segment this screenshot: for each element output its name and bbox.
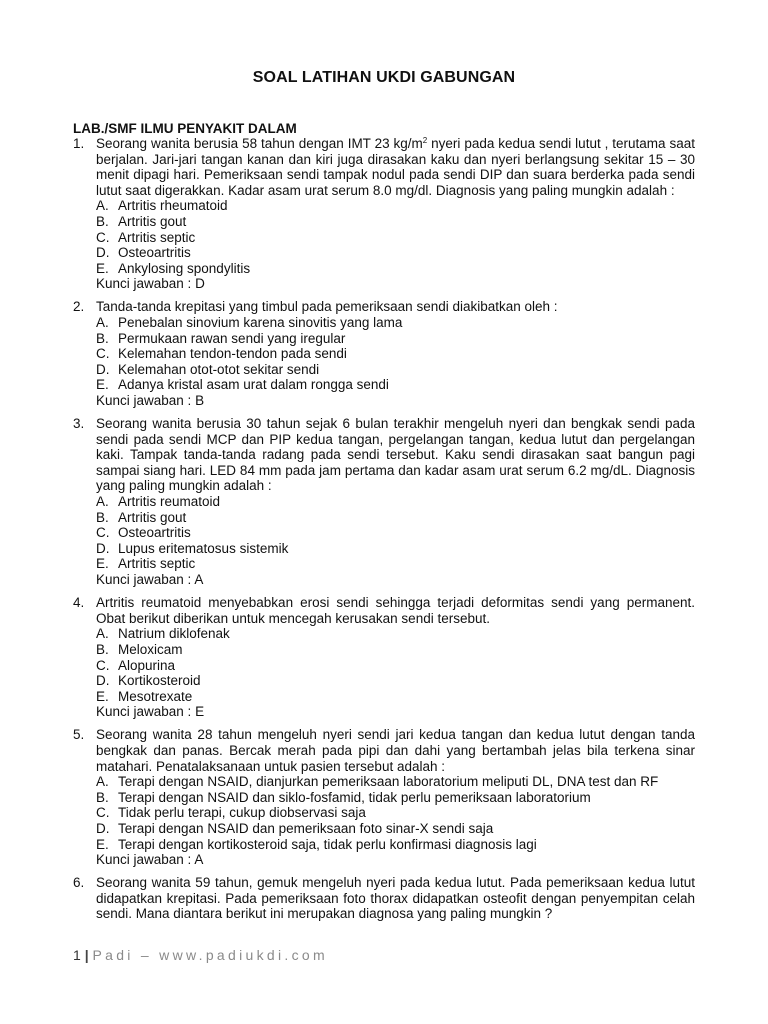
option-b: B. Terapi dengan NSAID dan siklo-fosfamid, tidak perlu pemeriksaan laboratorium bbox=[96, 789, 591, 805]
option-a: A. Artritis reumatoid bbox=[96, 494, 221, 510]
answer-key: Kunci jawaban : B bbox=[96, 393, 205, 408]
question-number: 6. bbox=[73, 875, 85, 891]
option-d: D. Terapi dengan NSAID dan pemeriksaan foto sinar-X sendi saja bbox=[96, 820, 494, 836]
page-number: 1 bbox=[73, 947, 81, 963]
option-a: A. Terapi dengan NSAID, dianjurkan pemeriksaan laboratorium meliputi DL, DNA test dan RF bbox=[96, 774, 659, 790]
option-a: A. Penebalan sinovium karena sinovitis yang lama bbox=[96, 315, 403, 331]
question-6 bbox=[73, 875, 695, 922]
answer-key: Kunci jawaban : D bbox=[96, 276, 205, 292]
question-number: 5. bbox=[73, 727, 85, 743]
question-text: Seorang wanita 28 tahun mengeluh nyeri sendi jari kedua tangan dan kedua lutut dengan tanda bengkak dan panas. Bercak merah pada pipi dan dahi yang bertambah jelas bila terkena sinar matahari. Penatalaksanaan untuk pasien tersebut adalah : bbox=[96, 727, 695, 774]
question-text: Seorang wanita berusia 58 tahun dengan IMT 23 $kg/m^2$ nyeri pada kedua sendi lutut , terutama saat berjalan. Jari-jari tangan kanan dan kiri juga dirasakan kaku dan nyeri berlangsung sekitar 15 – 30 menit dipagi hari. Pemeriksaan sendi tampak nodul pada sendi DIP dan suara berderka pada sendi lutut saat digerakkan. Kadar asam urat serum 8.0 mg/dl. Diagnosis yang paling mungkin adalah : bbox=[96, 136, 695, 198]
section-heading: LAB./SMF ILMU PENYAKIT DALAM bbox=[73, 121, 297, 136]
question-5 bbox=[73, 727, 695, 867]
answer-key: Kunci jawaban : A bbox=[96, 572, 204, 588]
option-d: D. Osteoartritis bbox=[96, 245, 191, 261]
option-c: C. Osteoartritis bbox=[96, 525, 191, 541]
option-e: E. Terapi dengan kortikosteroid saja, tidak perlu konfirmasi diagnosis lagi bbox=[96, 836, 537, 852]
question-text: Artritis reumatoid menyebabkan erosi sendi sehingga terjadi deformitas sendi yang permanent. Obat berikut diberikan untuk mencegah kerusakan sendi tersebut. bbox=[96, 595, 695, 626]
option-c: C. Kelemahan tendon-tendon pada sendi bbox=[96, 346, 347, 362]
option-a: A. Artritis rheumatoid bbox=[96, 198, 228, 214]
option-d: D. Kelemahan otot-otot sekitar sendi bbox=[96, 361, 320, 377]
question-number: 2. bbox=[73, 299, 85, 315]
question-text: Seorang wanita 59 tahun, gemuk mengeluh nyeri pada kedua lutut. Pada pemeriksaan kedua lutut didapatkan krepitasi. Pada pemeriksaan foto thorax didapatkan osteofit dengan penyempitan celah sendi. Mana diantara berikut ini merupakan diagnosa yang paling mungkin ? bbox=[96, 875, 695, 922]
option-d: D. Lupus eritematosus sistemik bbox=[96, 540, 289, 556]
question-number: 4. bbox=[73, 595, 85, 611]
question-4 bbox=[73, 595, 695, 720]
option-c: C. Artritis septic bbox=[96, 229, 196, 245]
footer-site: Padi – www.padiukdi.com bbox=[92, 947, 328, 963]
option-e: E. Mesotrexate bbox=[96, 688, 193, 704]
question-1 bbox=[73, 136, 695, 292]
question-number: 1. bbox=[73, 136, 85, 151]
page-footer bbox=[73, 947, 328, 963]
question-number: 3. bbox=[73, 416, 85, 432]
option-b: B. Meloxicam bbox=[96, 641, 183, 657]
page-title: SOAL LATIHAN UKDI GABUNGAN bbox=[252, 69, 516, 86]
answer-key: Kunci jawaban : E bbox=[96, 704, 205, 720]
question-3 bbox=[73, 416, 695, 588]
question-2 bbox=[73, 299, 695, 408]
option-c: C. Tidak perlu terapi, cukup diobservasi saja bbox=[96, 805, 366, 821]
question-list bbox=[73, 136, 695, 930]
question-text: Tanda-tanda krepitasi yang timbul pada pemeriksaan sendi diakibatkan oleh : bbox=[96, 299, 558, 315]
option-e: E. Adanya kristal asam urat dalam rongga sendi bbox=[96, 377, 389, 393]
option-b: B. Permukaan rawan sendi yang iregular bbox=[96, 330, 346, 346]
answer-key: Kunci jawaban : A bbox=[96, 852, 204, 868]
option-b: B. Artritis gout bbox=[96, 213, 187, 229]
option-d: D. Kortikosteroid bbox=[96, 673, 201, 689]
option-e: E. Ankylosing spondylitis bbox=[96, 260, 251, 276]
option-a: A. Natrium diklofenak bbox=[96, 626, 230, 642]
option-e: E. Artritis septic bbox=[96, 556, 196, 572]
question-text: Seorang wanita berusia 30 tahun sejak 6 bulan terakhir mengeluh nyeri dan bengkak sendi pada sendi pada sendi MCP dan PIP kedua tangan, pergelangan tangan, kedua lutut dan pergelangan kaki. Tampak tanda-tanda radang pada sendi tersebut. Kaku sendi dirasakan saat bangun pagi sampai siang hari. LED 84 mm pada jam pertama dan kadar asam urat serum 6.2 mg/dL. Diagnosis yang paling mungkin adalah : bbox=[96, 416, 695, 494]
option-b: B. Artritis gout bbox=[96, 509, 187, 525]
footer-separator: | bbox=[84, 947, 89, 963]
superscript: 2 bbox=[422, 136, 428, 145]
option-c: C. Alopurina bbox=[96, 657, 176, 673]
